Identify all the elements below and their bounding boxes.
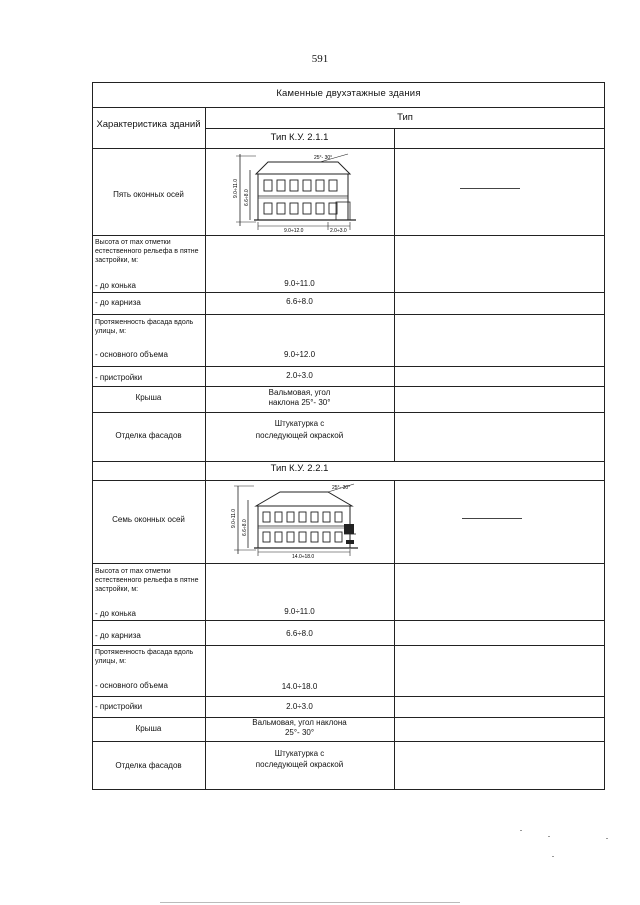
main-volume-label: - основного объема	[95, 681, 168, 690]
type-label-2-1-1: Тип К.У. 2.1.1	[270, 132, 329, 143]
cornice-label: - до карниза	[95, 631, 141, 640]
facade-finish-line2: последующей окраской	[255, 431, 344, 440]
height-label: Высота от max отметки естественного рельефа в пятне застройки, м:	[95, 239, 199, 264]
cornice-value: 6.6÷8.0	[286, 297, 313, 306]
main-volume-value: 14.0÷18.0	[281, 682, 318, 691]
roof-value-line2: 25°- 30°	[284, 728, 315, 737]
facade-length-label: Протяженность фасада вдоль улицы, м:	[95, 319, 194, 335]
scan-speck	[548, 836, 550, 837]
cornice-value: 6.6÷8.0	[286, 629, 313, 638]
bottom-edge-line	[160, 902, 460, 903]
building-elevation-drawing-2-2-1	[228, 482, 388, 562]
annex-label: - пристройки	[95, 702, 143, 711]
roof-label: Крыша	[135, 393, 162, 402]
table-title: Каменные двухэтажные здания	[276, 88, 421, 99]
facade-finish-line2: последующей окраской	[255, 760, 344, 769]
main-volume-value: 9.0÷12.0	[283, 350, 316, 359]
type-label-2-2-1: Тип К.У. 2.2.1	[270, 463, 329, 474]
annex-value: 2.0÷3.0	[286, 702, 313, 711]
window-axes-label: Пять оконных осей	[113, 190, 184, 199]
roof-angle-label: 25°- 30°	[314, 155, 333, 161]
facade-finish-label: Отделка фасадов	[115, 431, 182, 440]
annex-dimension-label: 2.0÷3.0	[330, 228, 347, 234]
cornice-dimension-label: 6.6÷8.0	[244, 189, 250, 206]
page-number: 591	[311, 53, 329, 65]
header-type: Тип	[397, 112, 413, 123]
ridge-value: 9.0÷11.0	[284, 607, 315, 616]
roof-angle-label: 25°- 30°	[332, 485, 351, 491]
height-dimension-label: 9.0÷11.0	[233, 178, 239, 198]
width-dimension-label: 9.0÷12.0	[284, 228, 304, 234]
height-dimension-label: 9.0÷11.0	[231, 508, 237, 528]
scan-speck	[552, 856, 554, 857]
facade-finish-line1: Штукатурка с	[274, 749, 325, 758]
header-characteristics: Характеристика зданий	[96, 119, 201, 130]
ridge-label: - до конька	[95, 281, 136, 290]
height-label: Высота от max отметки естественного рельефа в пятне застройки, м:	[95, 568, 199, 593]
scan-speck	[520, 830, 522, 831]
facade-finish-label: Отделка фасадов	[115, 761, 182, 770]
building-elevation-drawing-2-1-1	[232, 150, 382, 234]
cornice-label: - до карниза	[95, 298, 141, 307]
main-volume-label: - основного объема	[95, 350, 168, 359]
window-axes-label: Семь оконных осей	[112, 515, 185, 524]
scan-speck	[606, 838, 608, 839]
annex-label: - пристройки	[95, 373, 143, 382]
ridge-label: - до конька	[95, 609, 136, 618]
roof-value-line1: Вальмовая, угол наклона	[252, 718, 347, 727]
facade-length-label: Протяженность фасада вдоль улицы, м:	[95, 649, 194, 665]
cornice-dimension-label: 6.6÷8.0	[242, 519, 248, 536]
empty-cell-dash	[460, 188, 520, 189]
empty-cell-dash	[462, 518, 522, 519]
width-dimension-label: 14.0÷18.0	[292, 554, 315, 560]
ridge-value: 9.0÷11.0	[284, 279, 315, 288]
facade-finish-line1: Штукатурка с	[274, 419, 325, 428]
roof-label: Крыша	[135, 724, 162, 733]
roof-value-line1: Вальмовая, угол	[268, 388, 331, 397]
roof-value-line2: наклона 25°- 30°	[268, 398, 331, 407]
annex-value: 2.0÷3.0	[286, 371, 313, 380]
